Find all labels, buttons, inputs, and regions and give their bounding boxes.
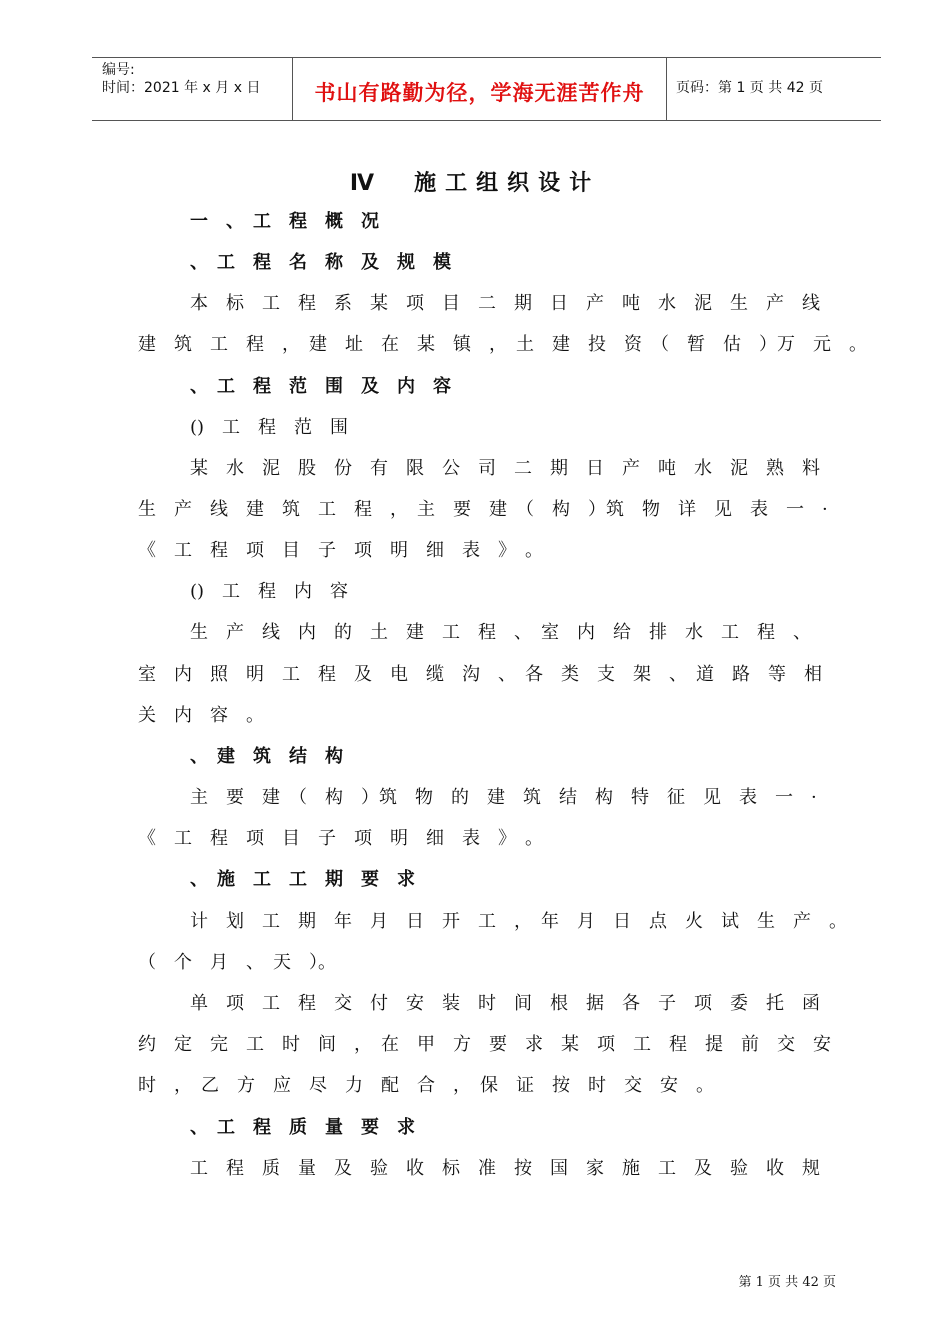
paragraph-line: 生 产 线 内 的 土 建 工 程 、 室 内 给 排 水 工 程 、: [190, 622, 811, 643]
paragraph-line: 约 定 完 工 时 间 ， 在 甲 方 要 求 某 项 工 程 提 前 交 安: [138, 1034, 831, 1055]
section-title: Ⅳ 施工组织设计: [349, 171, 601, 196]
heading-overview: 一 、 工 程 概 况: [190, 211, 379, 232]
page-header: [92, 57, 881, 121]
header-page-info: 页码：第 1 页 共 42 页: [676, 80, 823, 96]
paragraph-line: 主 要 建 （ 构 ）筑 物 的 建 筑 结 构 特 征 见 表 一 ·: [190, 787, 817, 808]
paragraph-line: 某 水 泥 股 份 有 限 公 司 二 期 日 产 吨 水 泥 熟 料: [190, 458, 820, 479]
page-footer: 第 1 页 共 42 页: [738, 1275, 836, 1290]
header-motto-cell: [292, 58, 667, 120]
paragraph-line: 室 内 照 明 工 程 及 电 缆 沟 、 各 类 支 架 、 道 路 等 相: [138, 664, 822, 685]
paragraph-line: 《 工 程 项 目 子 项 明 细 表 》 。: [138, 828, 543, 849]
paragraph-line: 建 筑 工 程 ， 建 址 在 某 镇 ， 土 建 投 资 （ 暂 估 ）万 元 。: [138, 334, 867, 355]
paragraph-line: 时 ， 乙 方 应 尽 力 配 合 ， 保 证 按 时 交 安 。: [138, 1075, 714, 1096]
heading-quality: 、 工 程 质 量 要 求: [190, 1117, 415, 1138]
paragraph-line: 单 项 工 程 交 付 安 装 时 间 根 据 各 子 项 委 托 函: [190, 993, 820, 1014]
heading-name-scale: 、 工 程 名 称 及 规 模: [190, 252, 451, 273]
subheading-scope: () 工 程 范 围: [190, 417, 349, 438]
paragraph-line: 生 产 线 建 筑 工 程 ， 主 要 建 （ 构 ）筑 物 详 见 表 一 ·: [138, 499, 828, 520]
header-left-cell: [92, 58, 292, 120]
heading-schedule: 、 施 工 工 期 要 求: [190, 869, 415, 890]
paragraph-line: （ 个 月 、 天 ）。: [138, 952, 336, 973]
heading-structure: 、 建 筑 结 构: [190, 746, 343, 767]
paragraph-line: 《 工 程 项 目 子 项 明 细 表 》 。: [138, 540, 543, 561]
doc-number-label: 编号:: [102, 62, 135, 78]
paragraph-line: 关 内 容 。: [138, 705, 264, 726]
header-right-cell: [666, 58, 881, 120]
subheading-content: () 工 程 内 容: [190, 581, 349, 602]
heading-scope-content: 、 工 程 范 围 及 内 容: [190, 376, 451, 397]
doc-date: 时间：2021 年 x 月 x 日: [102, 80, 261, 96]
paragraph-line: 工 程 质 量 及 验 收 标 准 按 国 家 施 工 及 验 收 规: [190, 1158, 820, 1179]
paragraph-line: 计 划 工 期 年 月 日 开 工 ， 年 月 日 点 火 试 生 产 。: [190, 911, 847, 932]
paragraph-line: 本 标 工 程 系 某 项 目 二 期 日 产 吨 水 泥 生 产 线: [190, 293, 820, 314]
motto-text: 书山有路勤为径，学海无涯苦作舟: [314, 80, 645, 105]
